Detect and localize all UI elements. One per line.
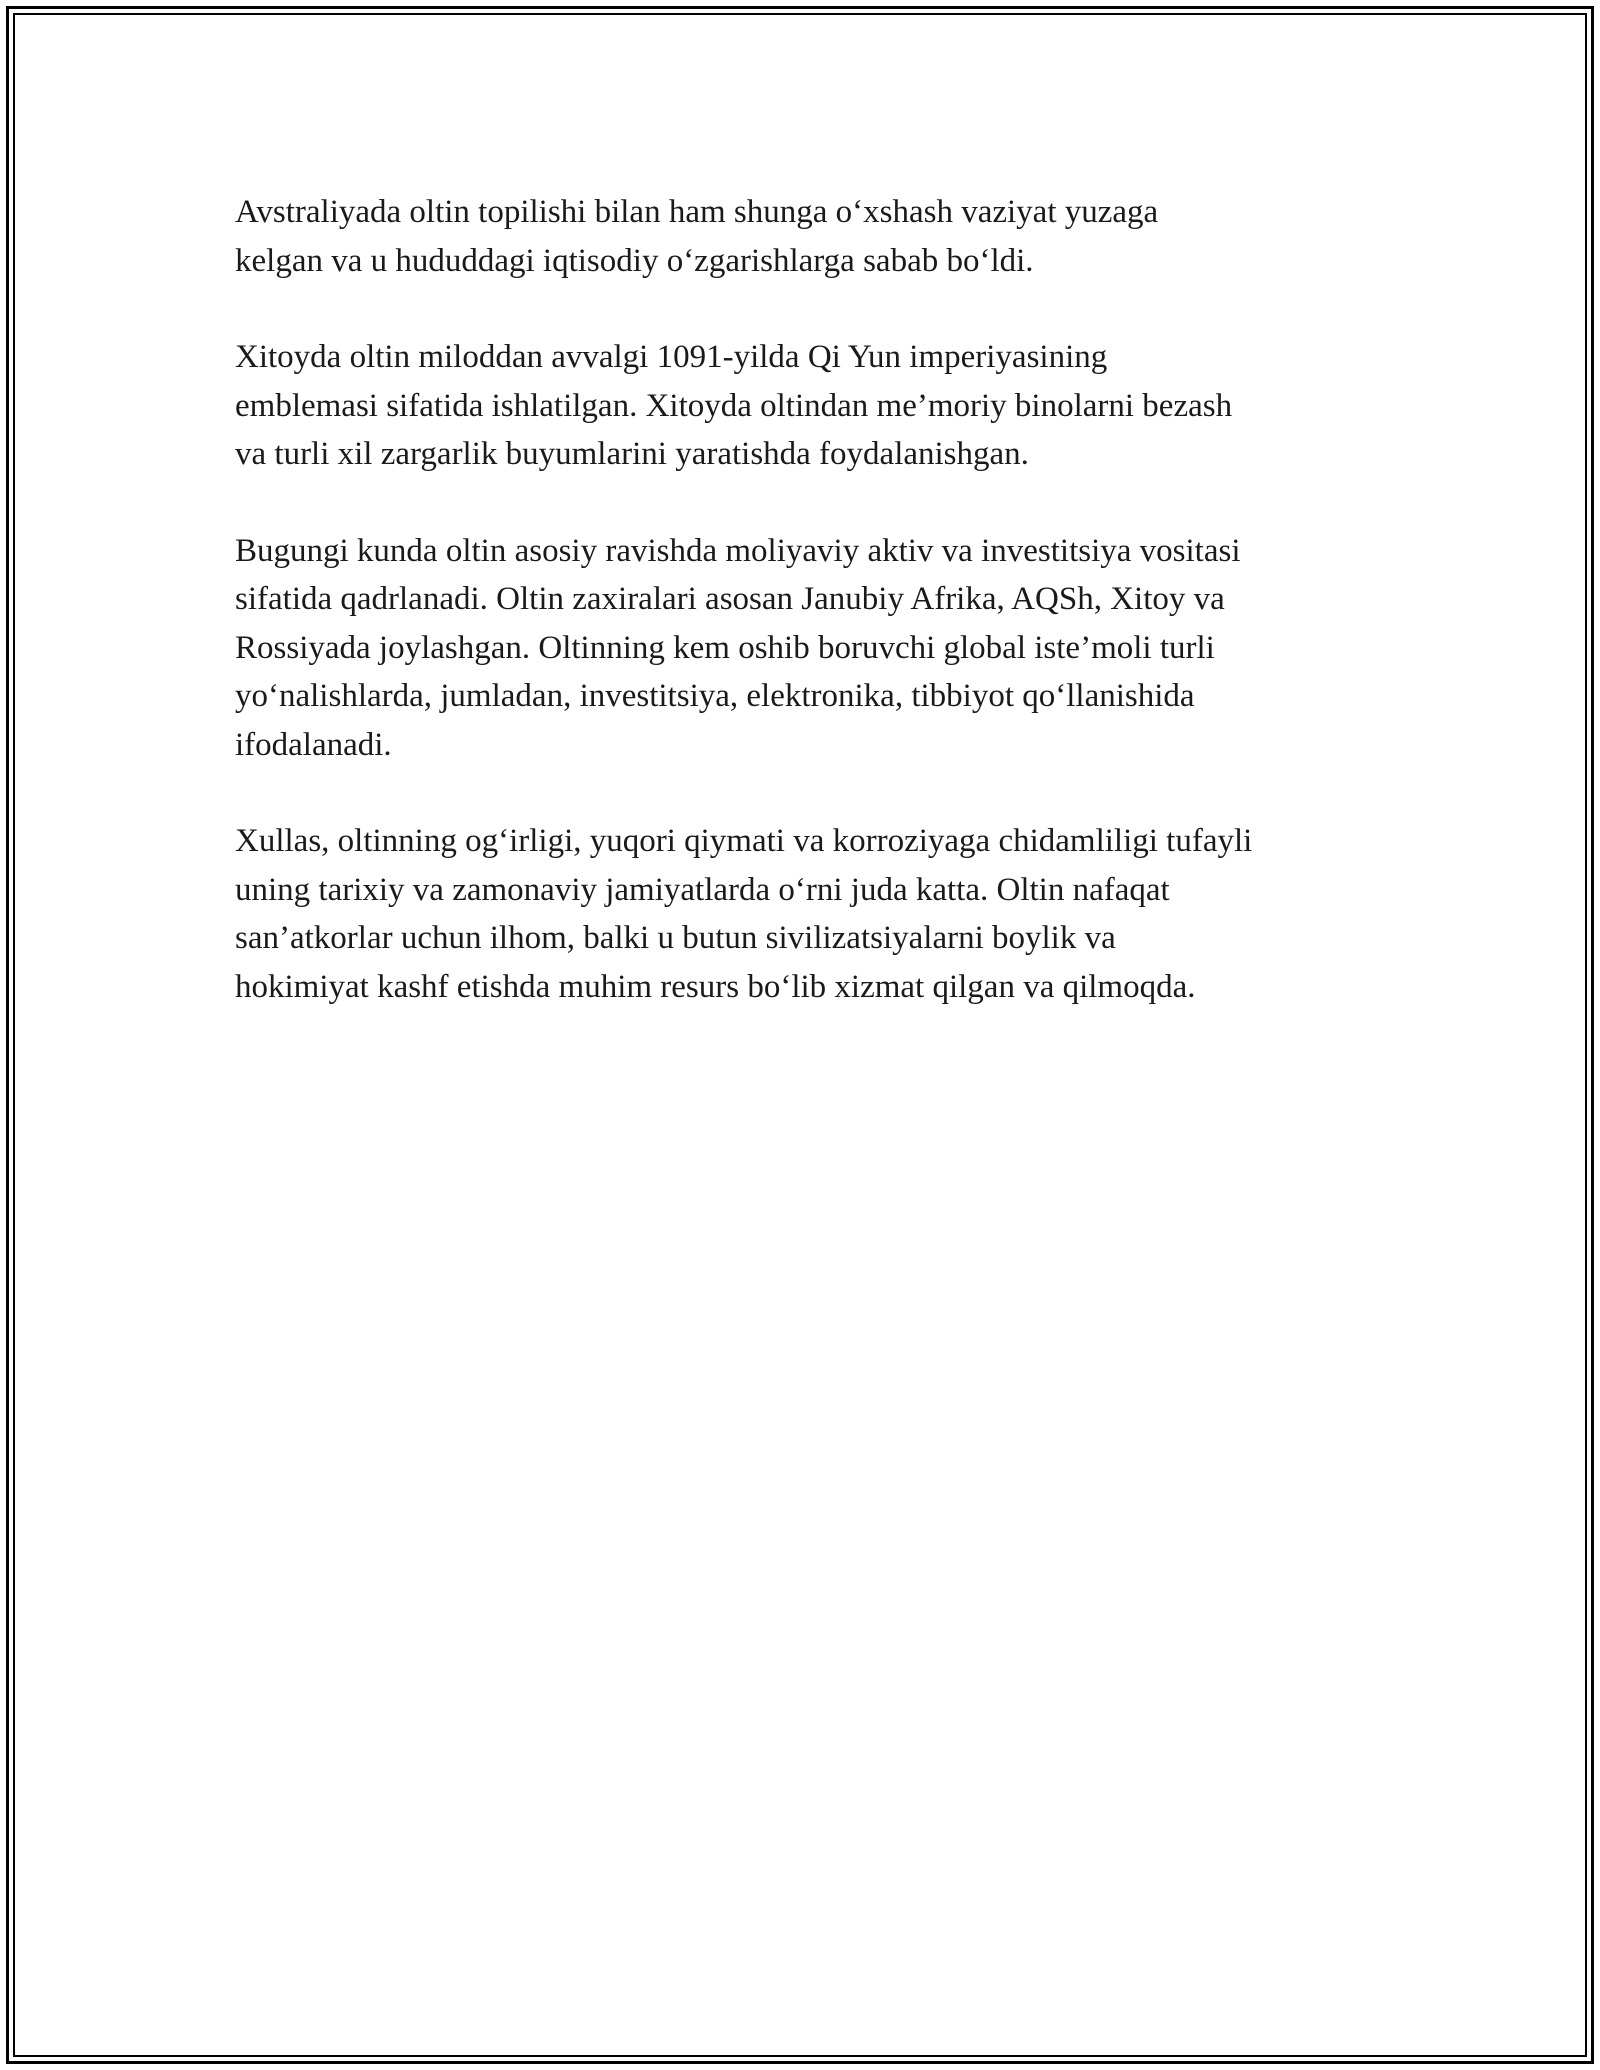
paragraph-conclusion [235, 817, 1395, 1011]
paragraph-australia [235, 188, 1395, 285]
paragraph-line: san’atkorlar uchun ilhom, balki u butun sivilizatsiyalarni boylik va [235, 920, 1116, 956]
paragraph-line: Xitoyda oltin miloddan avvalgi 1091-yilda Qi Yun imperiyasining [235, 339, 1108, 375]
paragraph-line: emblemasi sifatida ishlatilgan. Xitoyda oltindan me’moriy binolarni bezash [235, 387, 1233, 424]
paragraph-line: uning tarixiy va zamonaviy jamiyatlarda o‘rni juda katta. Oltin nafaqat [235, 871, 1170, 908]
paragraph-line: Rossiyada joylashgan. Oltinning kem oshib boruvchi global iste’moli turli [235, 629, 1215, 666]
paragraph-line: Avstraliyada oltin topilishi bilan ham shunga o‘xshash vaziyat yuzaga [235, 194, 1159, 230]
paragraph-line: hokimiyat kashf etishda muhim resurs bo‘lib xizmat qilgan va qilmoqda. [235, 968, 1196, 1005]
paragraph-line: ifodalanadi. [235, 726, 392, 763]
paragraph-line: sifatida qadrlanadi. Oltin zaxiralari asosan Janubiy Afrika, AQSh, Xitoy va [235, 581, 1225, 617]
paragraph-line: yo‘nalishlarda, jumladan, investitsiya, elektronika, tibbiyot qo‘llanishida [235, 678, 1195, 714]
document-body [235, 188, 1395, 1059]
paragraph-line: kelgan va u hududdagi iqtisodiy o‘zgarishlarga sabab bo‘ldi. [235, 242, 1034, 279]
paragraph-line: Xullas, oltinning og‘irligi, yuqori qiymati va korroziyaga chidamliligi tufayli [235, 823, 1253, 859]
paragraph-today [235, 527, 1395, 770]
paragraph-line: va turli xil zargarlik buyumlarini yaratishda foydalanishgan. [235, 436, 1029, 472]
paragraph-china [235, 333, 1395, 479]
paragraph-line: Bugungi kunda oltin asosiy ravishda moliyaviy aktiv va investitsiya vositasi [235, 532, 1241, 569]
